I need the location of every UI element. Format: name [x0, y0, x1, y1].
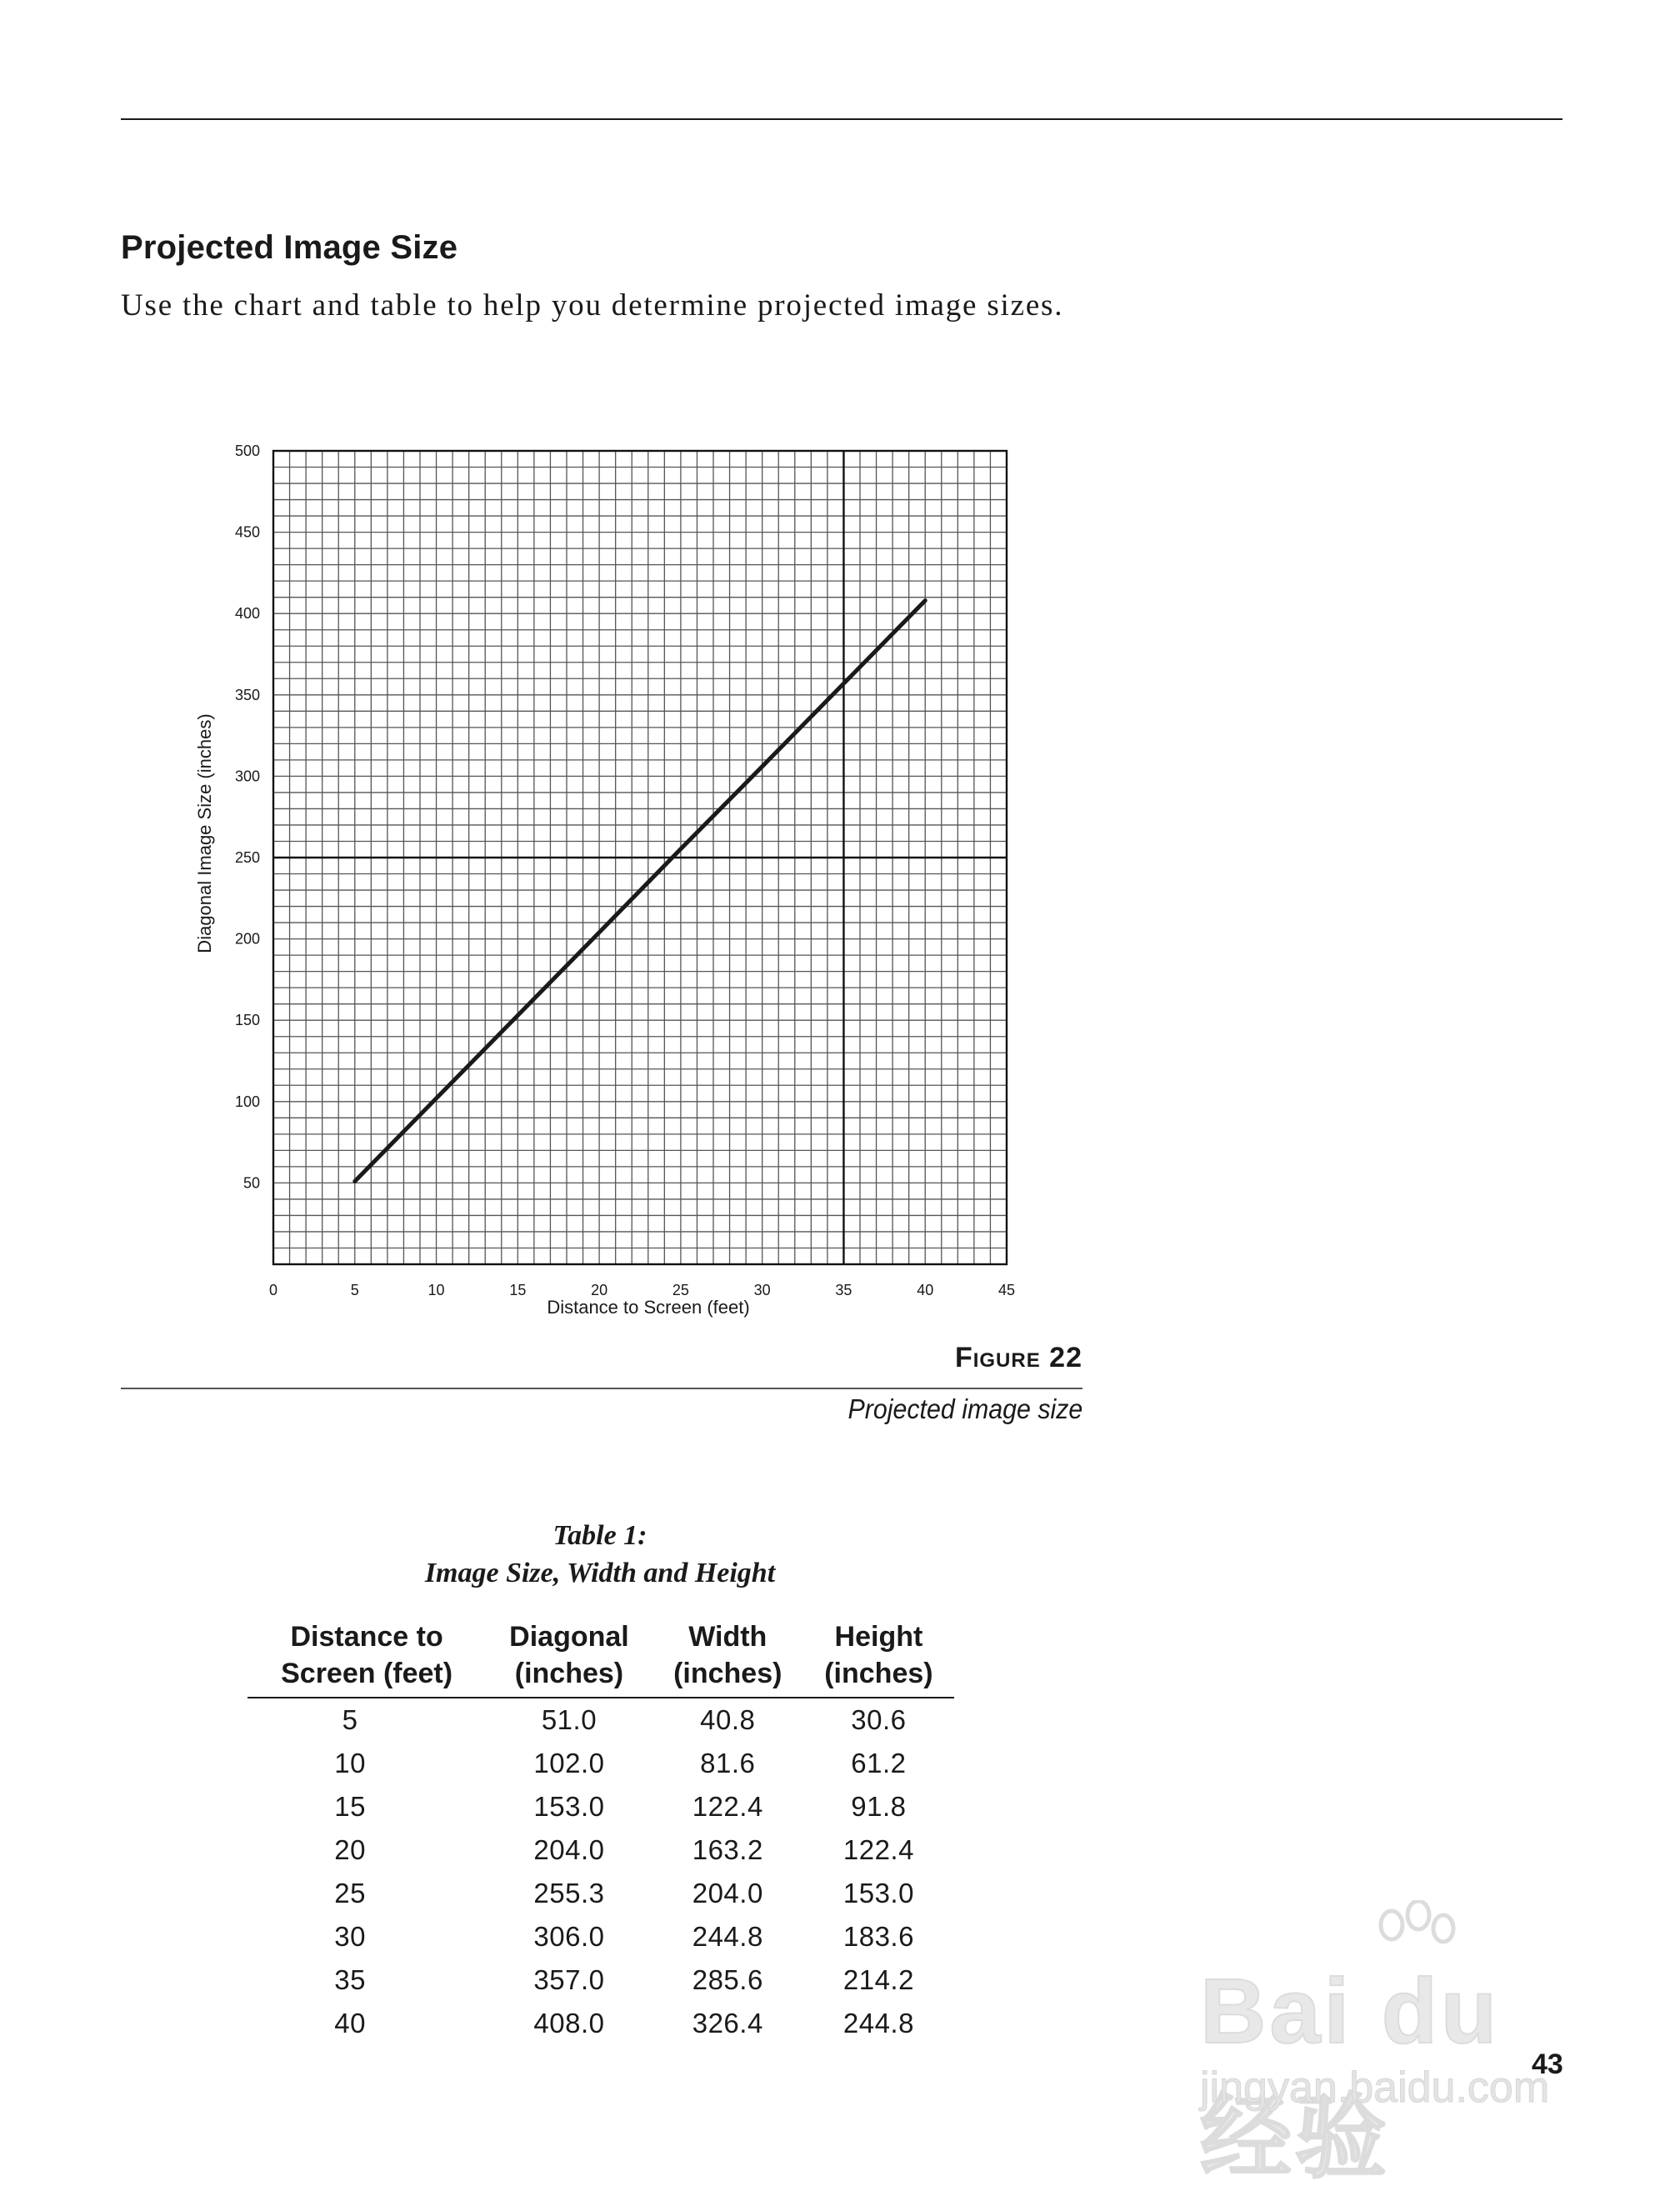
- y-tick-label: 500: [234, 443, 260, 459]
- header-width: Width (inches): [652, 1618, 803, 1698]
- table-caption-number: Table 1:: [552, 1520, 648, 1551]
- header-height: Height (inches): [803, 1618, 954, 1698]
- table-row: [248, 1742, 954, 1785]
- cell-distance: 35: [334, 1964, 366, 1995]
- cell-width: 163.2: [692, 1834, 763, 1865]
- chart-reference-lines: [273, 451, 1007, 1264]
- y-axis-label: Diagonal Image Size (inches): [194, 713, 215, 953]
- x-tick-label: 30: [753, 1282, 771, 1298]
- cell-height: 153.0: [842, 1878, 914, 1908]
- table-caption: [250, 1517, 950, 1592]
- top-rule: [121, 118, 1562, 120]
- cell-height: 91.8: [851, 1791, 907, 1822]
- cell-height: 30.6: [851, 1704, 907, 1735]
- table-header-row: [248, 1618, 954, 1698]
- y-tick-label: 50: [242, 1174, 260, 1192]
- cell-height: 61.2: [851, 1748, 907, 1778]
- table-row: [248, 1915, 954, 1958]
- baidu-watermark: [1183, 1900, 1600, 2189]
- figure-label: Figure 22: [954, 1342, 1082, 1373]
- x-tick-label: 35: [835, 1282, 852, 1298]
- cell-diagonal: 306.0: [533, 1921, 605, 1952]
- table-row: [248, 1828, 954, 1872]
- cell-width: 244.8: [692, 1921, 763, 1952]
- cell-diagonal: 408.0: [533, 2008, 605, 2038]
- cell-distance: 25: [334, 1878, 366, 1908]
- cell-height: 244.8: [842, 2008, 914, 2038]
- x-tick-label: 10: [428, 1282, 445, 1298]
- cell-diagonal: 255.3: [533, 1878, 605, 1908]
- watermark-logo-text: Bai du 经验: [1200, 1960, 1501, 2189]
- cell-distance: 20: [334, 1834, 366, 1865]
- table-row: [248, 1958, 954, 2002]
- y-tick-label: 400: [234, 605, 260, 623]
- chart-tick-labels: [235, 443, 1015, 1298]
- x-tick-label: 40: [917, 1282, 934, 1298]
- page-number: 43: [1532, 2048, 1563, 2080]
- plot-frame: [273, 451, 1007, 1264]
- table-row: [248, 1785, 954, 1828]
- table-row: [248, 1698, 954, 1742]
- cell-width: 81.6: [700, 1748, 756, 1778]
- cell-diagonal: 102.0: [533, 1748, 605, 1778]
- cell-distance: 5: [342, 1704, 358, 1735]
- x-axis-label: Distance to Screen (feet): [547, 1297, 750, 1318]
- chart-series: [355, 601, 925, 1182]
- cell-distance: 40: [334, 2008, 366, 2038]
- watermark-url: jingyan.baidu.com: [1200, 2063, 1550, 2112]
- table-caption-title: Image Size, Width and Height: [424, 1558, 776, 1588]
- x-tick-label: 0: [268, 1282, 278, 1298]
- y-tick-label: 300: [234, 768, 260, 785]
- cell-diagonal: 204.0: [533, 1834, 605, 1865]
- cell-diagonal: 357.0: [533, 1964, 605, 1995]
- cell-height: 183.6: [842, 1921, 914, 1952]
- figure-caption: Projected image size: [848, 1393, 1082, 1424]
- cell-distance: 10: [334, 1748, 366, 1778]
- y-tick-label: 100: [234, 1093, 260, 1110]
- chart-frame: [273, 451, 1007, 1264]
- x-tick-label: 45: [998, 1282, 1016, 1298]
- y-tick-label: 150: [234, 1012, 260, 1029]
- y-tick-label: 250: [234, 849, 260, 866]
- x-tick-label: 15: [509, 1282, 527, 1298]
- table-row: [248, 1872, 954, 1915]
- header-diagonal: Diagonal (inches): [486, 1618, 652, 1698]
- cell-width: 285.6: [692, 1964, 763, 1995]
- y-tick-label: 200: [234, 930, 260, 948]
- cell-distance: 30: [334, 1921, 366, 1952]
- cell-width: 204.0: [692, 1878, 763, 1908]
- cell-distance: 15: [334, 1791, 366, 1822]
- intro-paragraph: Use the chart and table to help you determine projected image sizes.: [121, 288, 1064, 323]
- y-tick-label: 450: [234, 523, 260, 541]
- x-tick-label: 5: [350, 1282, 359, 1298]
- image-size-table: [248, 1618, 954, 2045]
- series-line-diagonal: [355, 601, 925, 1182]
- cell-width: 326.4: [692, 2008, 763, 2038]
- table-row: [248, 2002, 954, 2045]
- cell-width: 40.8: [700, 1704, 756, 1735]
- cell-width: 122.4: [692, 1791, 763, 1822]
- figure-rule: [121, 1388, 1082, 1389]
- header-distance: Distance to Screen (feet): [248, 1618, 486, 1698]
- cell-diagonal: 51.0: [541, 1704, 598, 1735]
- x-tick-label: 25: [672, 1282, 689, 1298]
- cell-height: 122.4: [842, 1834, 914, 1865]
- chart-grid: [273, 451, 1007, 1264]
- x-tick-label: 20: [591, 1282, 608, 1298]
- cell-height: 214.2: [842, 1964, 914, 1995]
- y-tick-label: 350: [234, 686, 260, 703]
- section-title: Projected Image Size: [121, 229, 458, 266]
- cell-diagonal: 153.0: [533, 1791, 605, 1822]
